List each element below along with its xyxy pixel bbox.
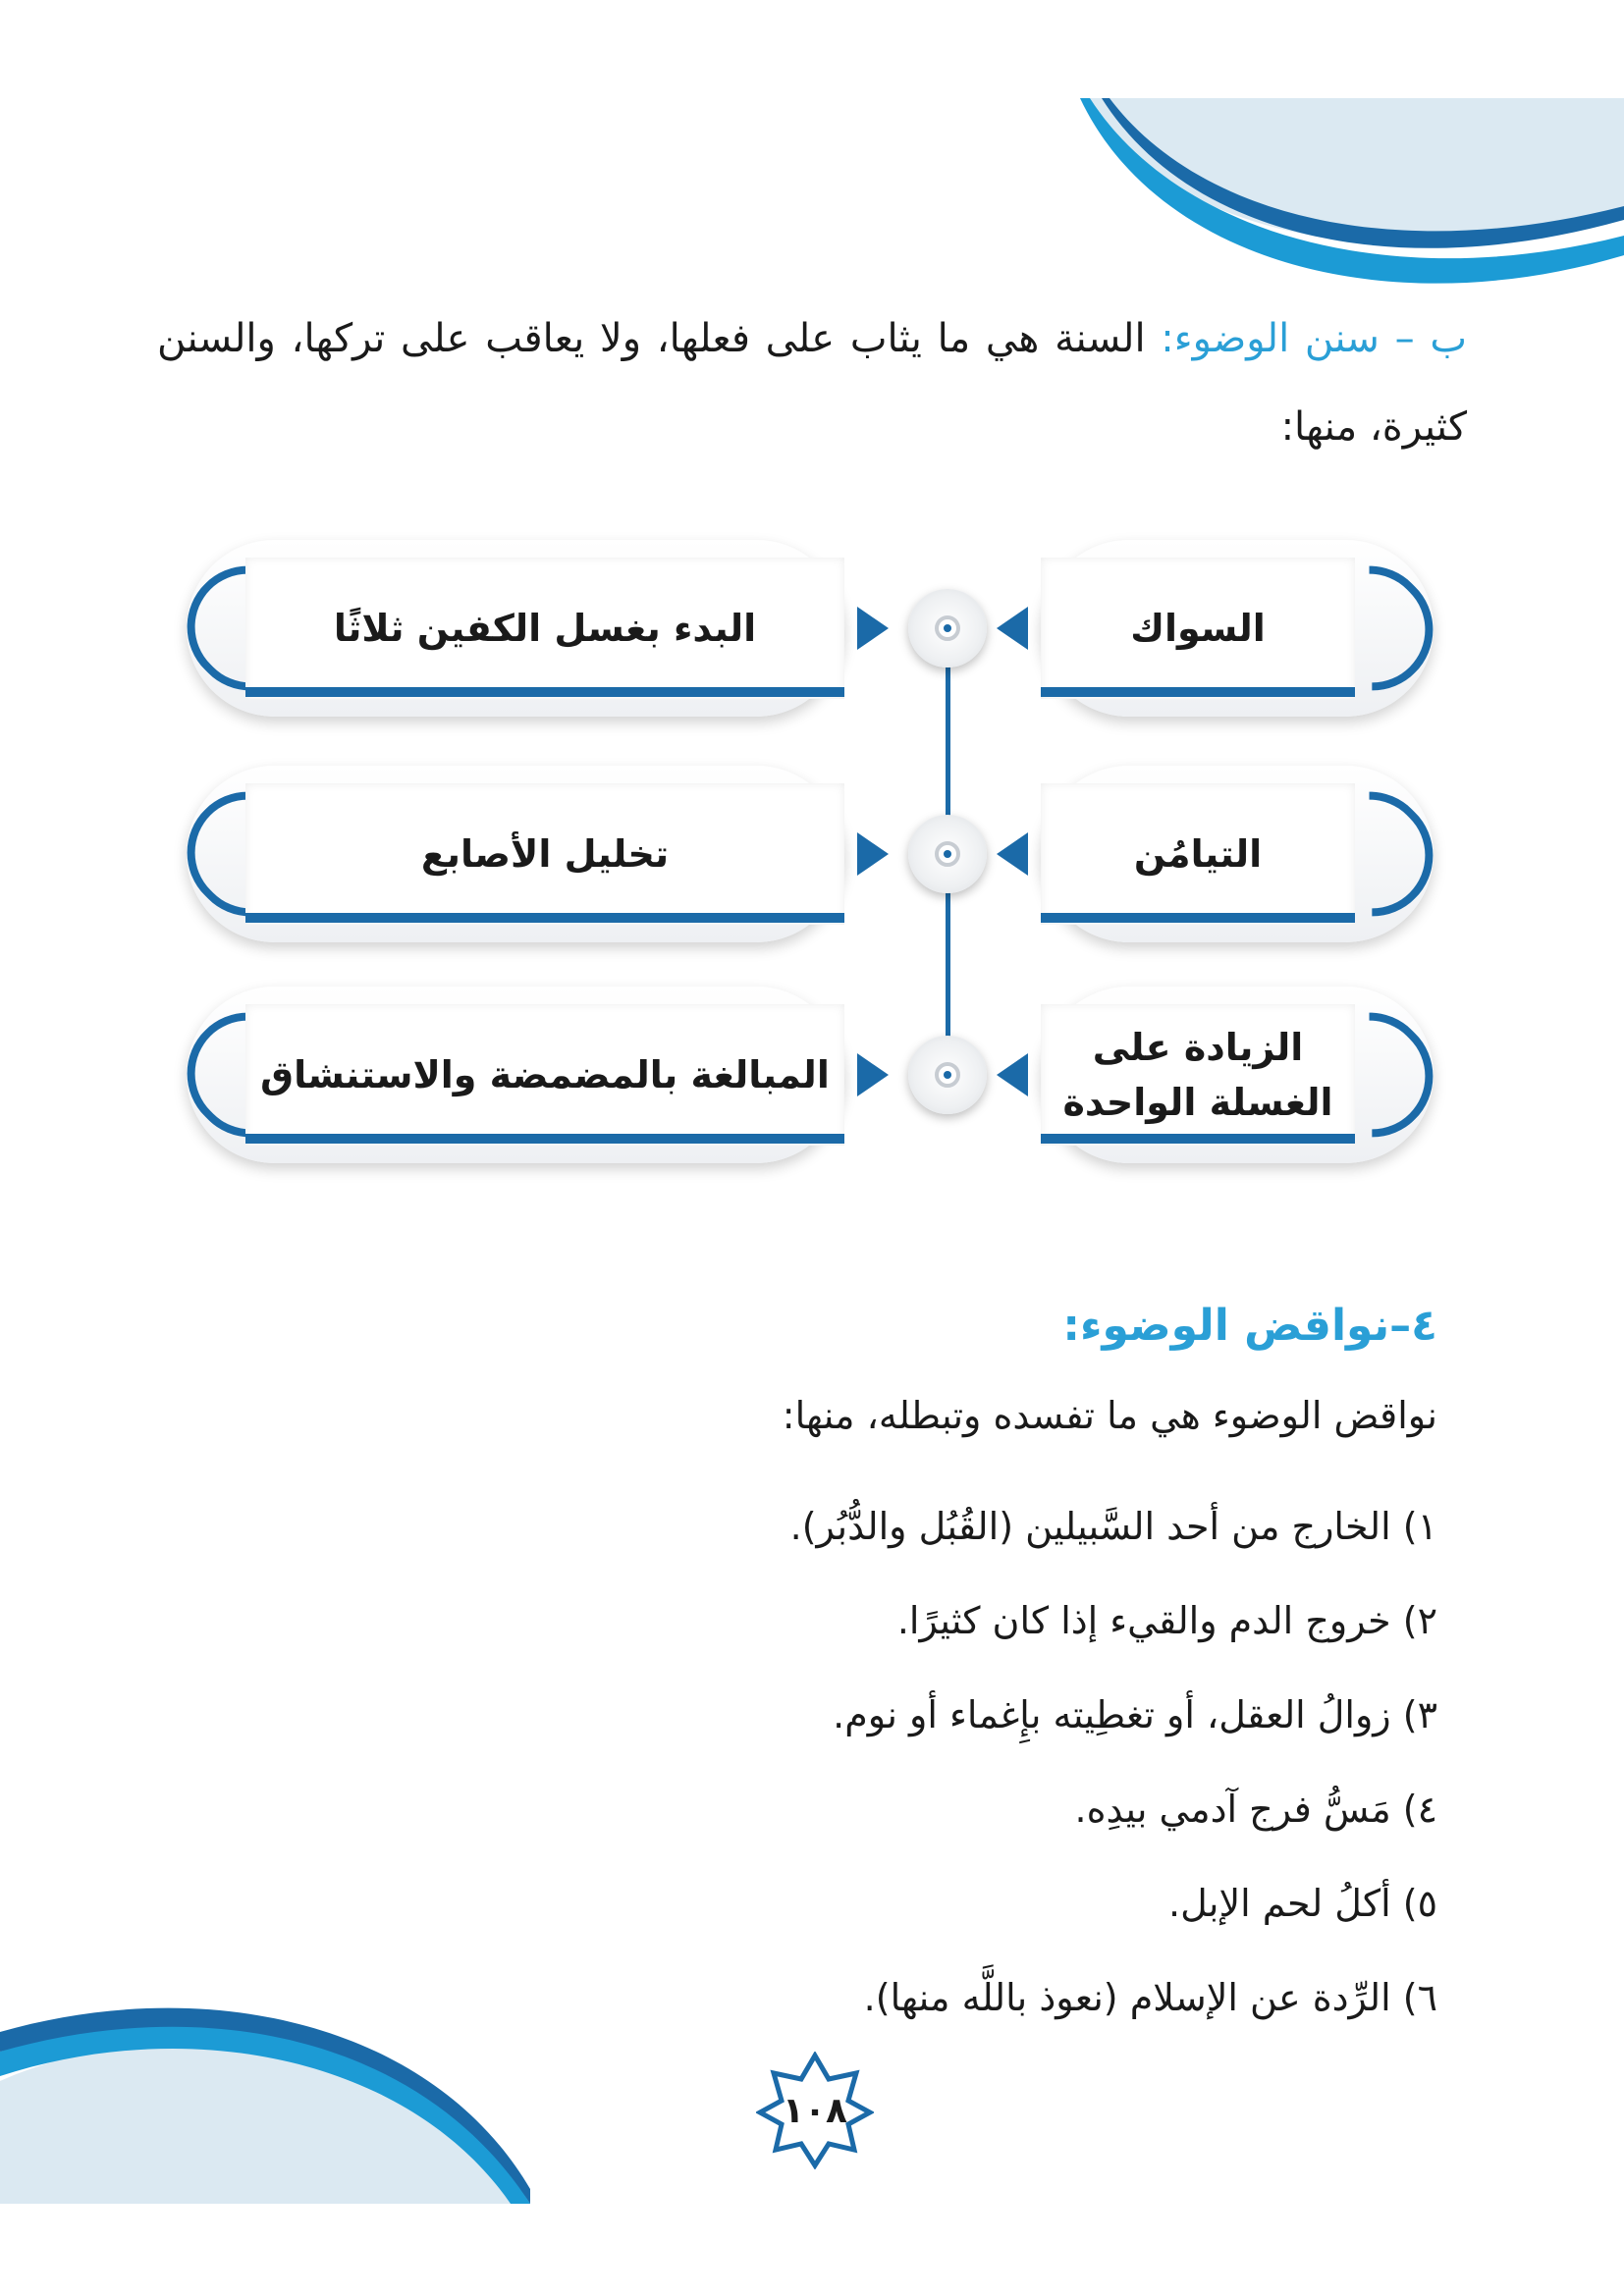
section-heading: ٤–نواقض الوضوء: [1062,1301,1437,1351]
footer-decoration [0,1993,530,2204]
card-left-3 [187,987,844,1163]
intro-paragraph [157,294,1467,471]
card-left-2 [187,766,844,942]
list-item: ١) الخارج من أحد السَّبيلين (القُبُل والدُّبُر). [789,1505,1437,1548]
card-right-3-label: الزيادة على الغسلة الواحدة [1041,1004,1355,1146]
list-item: ٥) أكلُ لحم الإبل. [1168,1882,1437,1925]
card-left-2-label: تخليل الأصابع [245,783,844,925]
arrow-right-3 [997,1053,1028,1096]
nawaqid-list [790,1482,1437,2048]
card-right-2-label: التيامُن [1041,783,1355,925]
card-right-2 [1041,766,1434,942]
list-item: ٦) الرِّدة عن الإسلام (نعوذ باللَّه منها). [863,1976,1437,2019]
arrow-right-1 [997,607,1028,650]
arrow-left-1 [857,607,889,650]
node-3 [908,1036,987,1114]
list-item: ٣) زوالُ العقل، أو تغطِيته بإِغماء أو نوم. [833,1693,1437,1736]
header-decoration [1080,98,1624,294]
card-right-1 [1041,540,1434,717]
intro-lead: ب – سنن الوضوء: [1161,316,1468,361]
list-item: ٢) خروج الدم والقيء إذا كان كثيرًا. [896,1599,1437,1642]
sunan-diagram [187,540,1434,1168]
section-intro: نواقض الوضوء هي ما تفسده وتبطله، منها: [782,1394,1437,1437]
arrow-left-2 [857,832,889,876]
arrow-right-2 [997,832,1028,876]
page-number: ١٠٨ [783,2090,847,2131]
card-left-1-label: البدء بغسل الكفين ثلاثًا [245,558,844,699]
card-right-3 [1041,987,1434,1163]
node-1 [908,589,987,667]
intro-text: السنة هي ما يثاب على فعلها، ولا يعاقب على تركها، والسنن كثيرة، منها: [157,316,1467,450]
card-right-1-label: السواك [1041,558,1355,699]
arrow-left-3 [857,1053,889,1096]
page-number-badge [756,2052,874,2169]
node-2 [908,815,987,893]
card-left-1 [187,540,844,717]
list-item: ٤) مَسُّ فرج آدمي بيدِه. [1074,1788,1437,1831]
card-left-3-label: المبالغة بالمضمضة والاستنشاق [245,1004,844,1146]
